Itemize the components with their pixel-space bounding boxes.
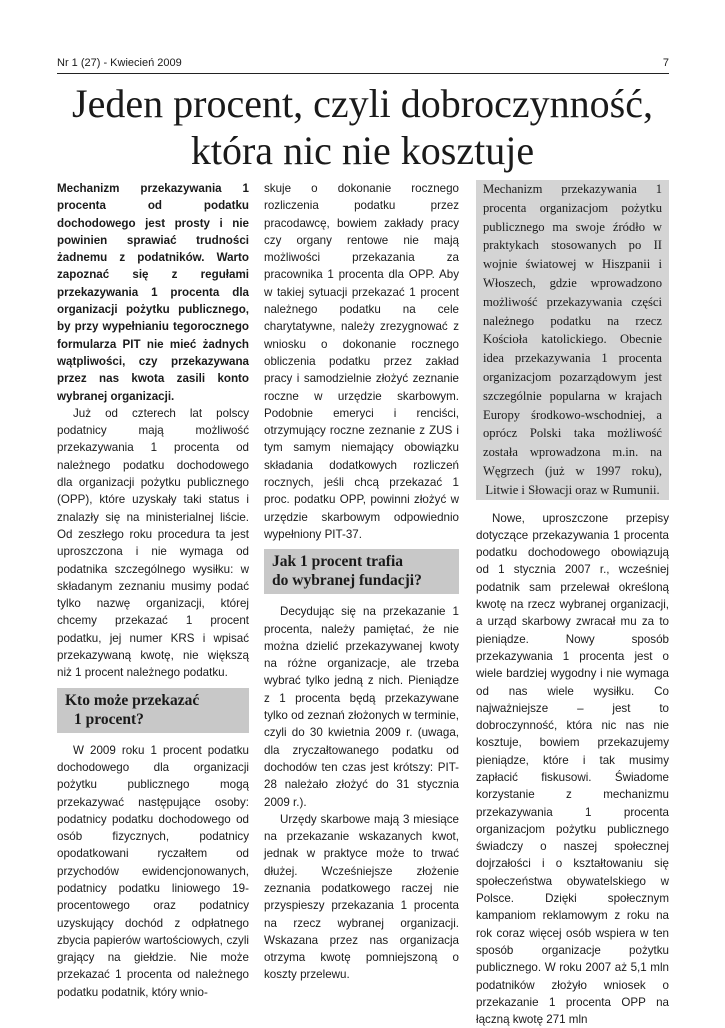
article-title [40, 80, 685, 174]
header-rule [57, 73, 669, 74]
body-paragraph-6: Nowe, uproszczone przepisy dotyczące przekazywania 1 procenta podatku dochodowego obowiązują od 1 stycznia 2007 r., wcześniej podatnik sam przelewał określoną kwotę na rzecz wybranej organizacji, a urząd skarbowy zwracał mu za to pieniądze. Nowy sposób przekazywania 1 procenta jest o wiele bardziej wygodny i nie wymaga od nas wiele wysiłku. Co najważniejsze – jest to dobroczynność, która nic nas nie kosztuje, bowiem przekazujemy pieniądze, które i tak musimy zapłacić fiskusowi. Świadome korzystanie z mechanizmu przekazywania 1 procenta organizacjom pożytku publicznego świadczy o naszej społecznej dojrzałości i o kształtowaniu się społeczeństwa obywatelskiego w Polsce. Dzięki społecznym kampaniom reklamowym z roku na rok coraz więcej osób wspiera w ten sposób organizacje pożytku publicznego. W roku 2007 aż 5,1 mln podatników złożyło wniosek o przekazanie 1 procenta OPP na łączną kwotę 271 mln [476, 511, 669, 1027]
lead-paragraph: Mechanizm przekazywania 1 procenta od podatku dochodowego jest prosty i nie powinien sprawiać trudności żadnemu z podatników. Warto zapoznać się z regułami przekazywania 1 procenta dla organizacji pożytku publicznego, by przy wypełnianiu tegorocznego formularza PIT nie mieć żadnych wątpliwości, czy przekazywana przez nas kwota zasili konto wybranej organizacji. [57, 182, 249, 403]
subheading-how-it-goes [264, 549, 459, 594]
page-header [57, 55, 669, 71]
body-paragraph-3: skuje o dokonanie rocznego rozliczenia podatku przez pracodawcę, bowiem zakłady pracy czy organy rentowe nie mają możliwości przekazania za pracownika 1 procenta dla OPP. Aby w takiej sytuacji przekazać 1 procent należnego podatku na cele charytatywne, należy zrezygnować z wniosku o dokonanie rocznego obliczenia podatku przez zakład pracy i samodzielnie złożyć zeznanie roczne w urzędzie skarbowym. Podobnie emeryci i renciści, otrzymujący roczne zeznanie z ZUS i tym samym niemający obowiązku składania dodatkowych rozliczeń rocznych, jeśli chcą przekazać 1 proc. podatku OPP, powinni złożyć w urzędzie skarbowym odpowiednio wypełniony PIT-37. [264, 182, 459, 541]
article-title-line-1: Jeden procent, czyli dobroczynność, [72, 81, 653, 126]
sidebar-box [476, 180, 669, 500]
subheading-who-can [57, 688, 249, 733]
body-paragraph-4: Decydując się na przekazanie 1 procenta, należy pamiętać, że nie można dzielić przekazywanej kwoty na różne organizacje, ale trzeba wybrać tylko jedną z nich. Pieniądze z 1 procenta będą przekazywane tylko od zeznań złożonych w terminie, czyli do 30 kwietnia 2009 r. (uwaga, dla zryczałtowanego podatku od dochodów ten czas jest krótszy: PIT-28 należało złożyć do 31 stycznia 2009 r.). [264, 605, 459, 809]
column-1 [57, 180, 249, 1001]
subheading-how-it-goes-line-1: Jak 1 procent trafia [272, 553, 404, 571]
sidebar-text: Mechanizm przekazywania 1 procenta organizacjom pożytku publicznego ma swoje źródło w praktykach stosowanych po II wojnie światowej w Hiszpanii i Włoszech, gdzie wprowadzono możliwość przekazywania części należnego podatku na rzecz Kościoła katolickiego. Obecnie idea przekazywania 1 procenta organizacjom pozarządowym jest szczególnie popularna w krajach Europy środkowo-wschodniej, a oprócz Polski taka możliwość została wprowadzona m.in. na Węgrzech (już w 1997 roku), Litwie i Słowacji oraz w Rumunii. [483, 182, 662, 497]
body-paragraph-5: Urzędy skarbowe mają 3 miesiące na przekazanie wskazanych kwot, jednak w praktyce może to trwać dłużej. Wcześniejsze złożenie zeznania podatkowego raczej nie przyspieszy przekazania 1 procenta na rzecz wybranej organizacji. Wskazana przez nas organizacja otrzyma kwotę pomniejszoną o koszty przelewu. [264, 812, 459, 982]
page-number: 7 [662, 57, 669, 69]
subheading-who-can-line-2: 1 procent? [74, 710, 144, 728]
subheading-how-it-goes-line-2: do wybranej fundacji? [272, 572, 422, 590]
column-2 [264, 180, 459, 984]
body-paragraph-2: W 2009 roku 1 procent podatku dochodowego dla organizacji pożytku publicznego mogą przekazywać następujące osoby: podatnicy podatku dochodowego od osób fizycznych, podatnicy opodatkowani ryczałtem od przychodów ewidencjonowanych, podatnicy podatku liniowego 19-procentowego oraz podatnicy uzyskujący dochód z odpłatnego zbycia papierów wartościowych, czyli grający na giełdzie. Nie może przekazać 1 procenta od należnego podatku podatnik, który wnio- [57, 743, 249, 999]
issue-label: Nr 1 (27) - Kwiecień 2009 [57, 57, 182, 69]
column-3 [476, 180, 669, 1028]
subheading-who-can-line-1: Kto może przekazać [65, 691, 200, 709]
article-title-line-2: która nic nie kosztuje [190, 128, 535, 173]
body-paragraph-1: Już od czterech lat polscy podatnicy mają możliwość przekazywania 1 procenta od należnego podatku dochodowego dla organizacji pożytku publicznego (OPP), które uzyskały taki status i znalazły się na ministerialnej liście. Od zeszłego roku procedura ta jest uproszczona i nie wymaga od podatnika szczególnego wysiłku: w składanym zeznaniu musimy podać tylko nazwę organizacji, której chcemy przekazać 1 procent podatku, jej numer KRS i wpisać przekazywaną kwotę, nie większą niż 1 procent należnego podatku. [57, 406, 249, 680]
